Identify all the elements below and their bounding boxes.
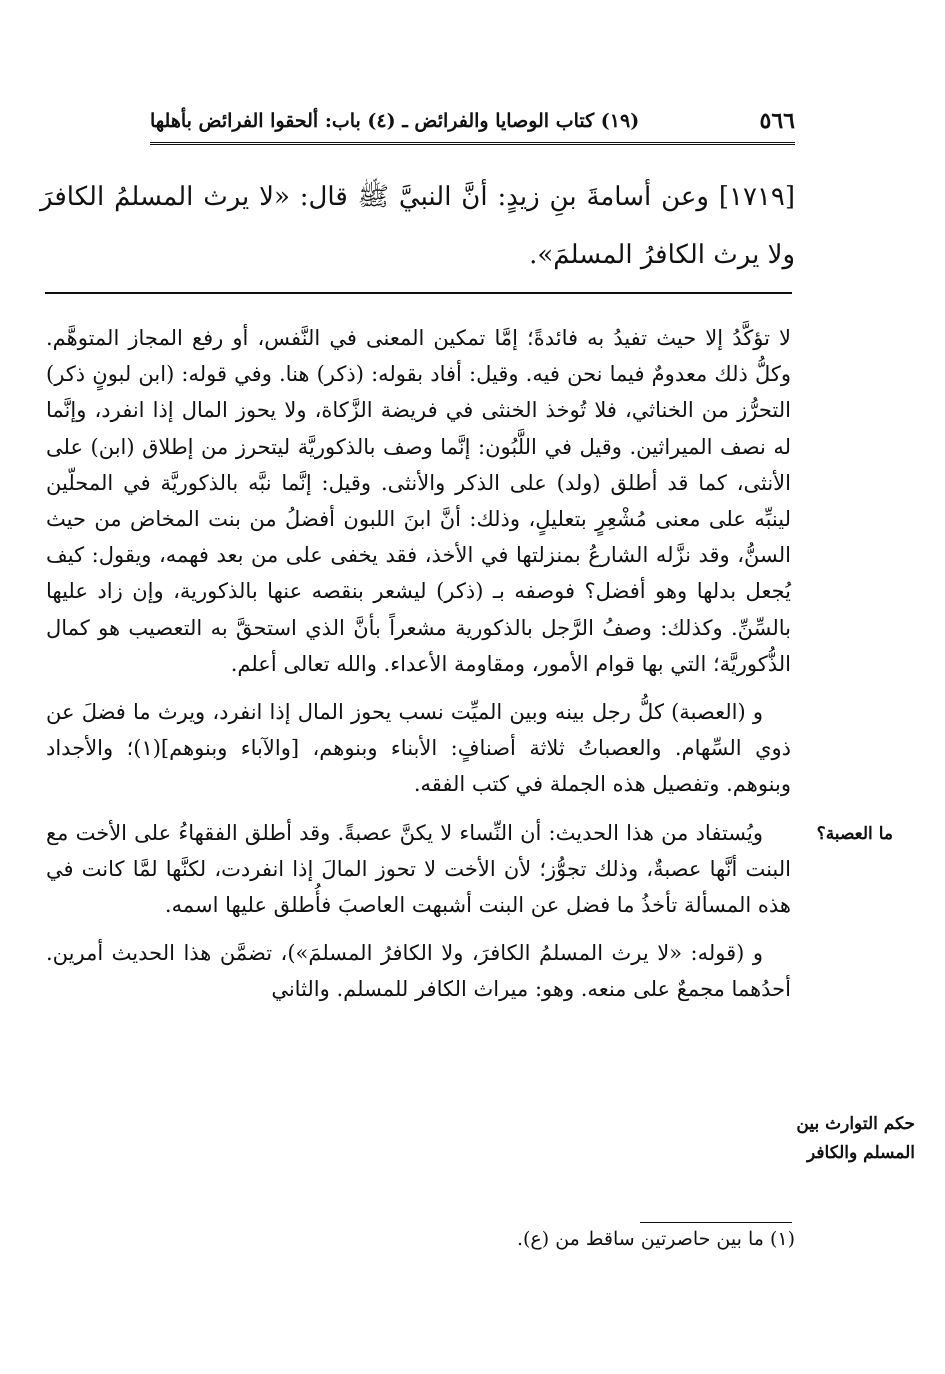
running-title: (١٩) كتاب الوصايا والفرائض ـ (٤) باب: ألحقوا الفرائض بأهلها (150, 110, 640, 132)
side-note-inheritance: حكم التوارث بين المسلم والكافر (796, 1114, 915, 1163)
paragraph-3: ويُستفاد من هذا الحديث: أن النِّساء لا يكنَّ عصبةً. وقد أطلق الفقهاءُ على الأخت مع البنت أنَّها عصبةٌ، وذلك تجوُّز؛ لأن الأخت لا تحوز المالَ إذا انفردت، لكنَّها لمَّا كانت في هذه المسألة تأخذُ ما فضل عن البنت أشبهت العاصبَ فأُطلق عليها اسمه. (46, 820, 791, 918)
paragraph-4: و (قوله: «لا يرث المسلمُ الكافرَ، ولا الكافرُ المسلمَ»)، تضمَّن هذا الحديث أمرين. أحدُهما مجمعٌ على منعه. وهو: ميراث الكافر للمسلم. والثاني (46, 941, 791, 1002)
section-divider (45, 292, 792, 294)
paragraph-2: و (العصبة) كلُّ رجل بينه وبين الميِّت نسب يحوز المال إذا انفرد، ويرث ما فضلَ عن ذوي السِّهام. والعصباتُ ثلاثة أصنافٍ: الأبناء وبنوهم، [والآباء وبنوهم](١)؛ والأجداد وبنوهم. وتفصيل هذه الجملة في كتب الفقه. (46, 700, 791, 797)
commentary-body (46, 320, 791, 1020)
footnote-divider (640, 1222, 792, 1223)
page-header (150, 104, 795, 145)
page-number: ٥٦٦ (759, 108, 795, 134)
hadith-text: [١٧١٩] وعن أسامةَ بنِ زيدٍ: أنَّ النبيَّ ﷺ قال: «لا يرث المسلمُ الكافرَ ولا يرث الكافرُ المسلمَ». (40, 182, 795, 270)
side-note-asaba: ما العصبة؟ (816, 824, 893, 844)
paragraph-1: لا تؤكَّدُ إلا حيث تفيدُ به فائدةً؛ إمَّا تمكين المعنى في النَّفس، أو رفع المجاز المتوهَّم. وكلُّ ذلك معدومٌ فيما نحن فيه. وقيل: أفاد بقوله: (ذكر) هنا. وفي قوله: (ابن لبونٍ ذكر) التحرُّز من الخناثي، فلا تُوخذ الخنثى في فريضة الزَّكاة، ولا يحوز المال إذا انفرد، وإنَّما له نصف الميراثين. وقيل في اللَّبُون: إنَّما وصف بالذكوريَّة ليتحرز من إطلاق (ابن) على الأنثى، كما قد أطلق (ولد) على الذكر والأنثى. وقيل: إنَّما نبَّه بالذكوريَّة في المحلّين لينبِّه على معنى مُشْعِرٍ بتعليلٍ، وذلك: أنَّ ابنَ اللبون أفضلُ من بنت المخاض من حيث السنُّ، وقد نزَّله الشارعُ بمنزلتها في الأخذ، فقد يخفى على من بعد فهمه، ويقول: كيف يُجعل بدلها وهو أفضل؟ فوصفه بـ (ذكر) ليشعر بنقصه عنها بالذكورية، وإن زاد عليها بالسِّنِّ. وكذلك: وصفُ الرَّجل بالذكورية مشعراً بأنَّ الذي استحقَّ به التعصيب هو كمال الذُّكوريَّة؛ التي بها قوام الأمور، ومقاومة الأعداء. والله تعالى أعلم. (46, 326, 791, 676)
footnote: (١) ما بين حاصرتين ساقط من (ع). (516, 1228, 795, 1250)
